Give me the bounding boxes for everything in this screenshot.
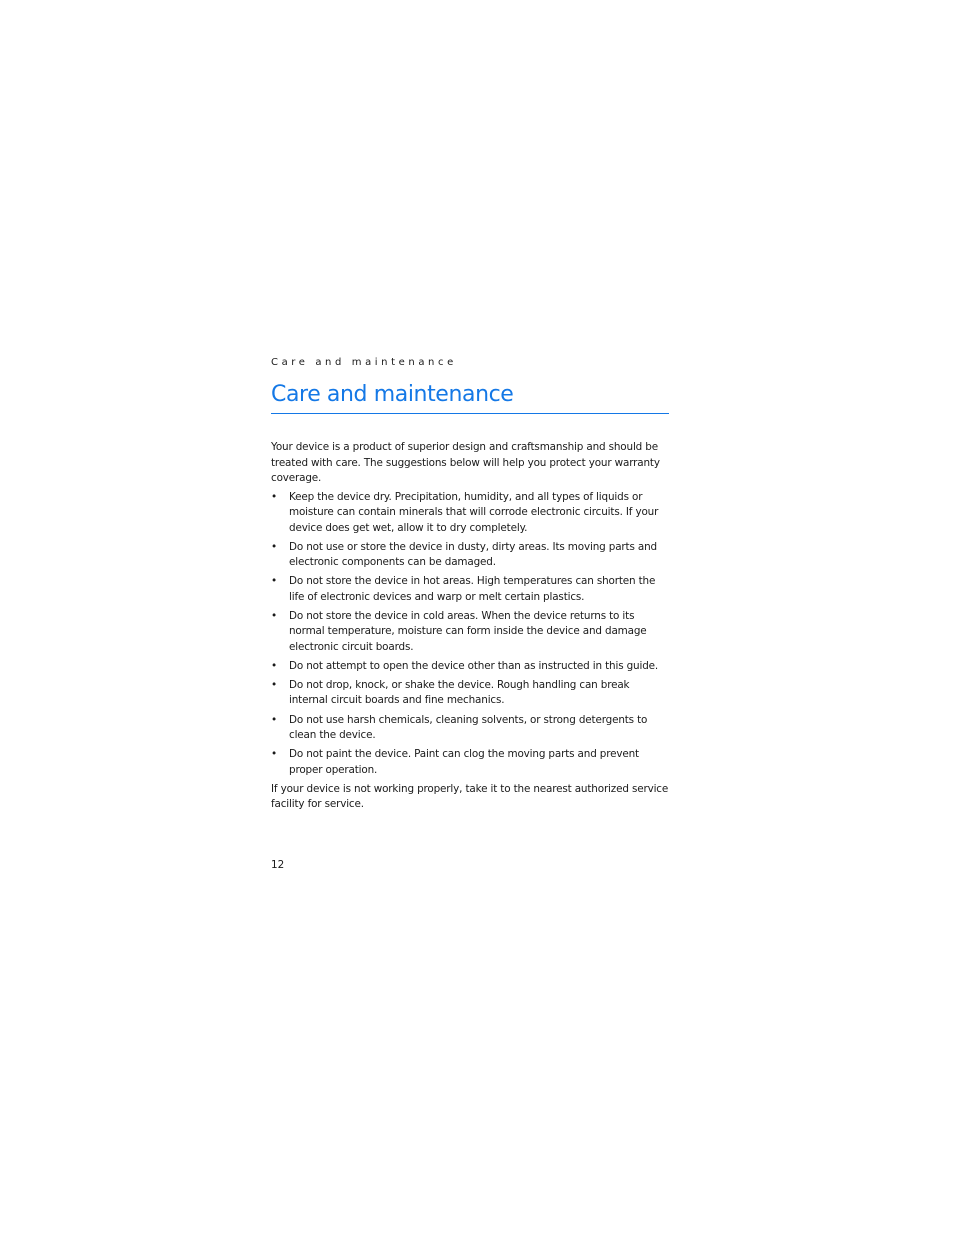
list-item-text: Do not paint the device. Paint can clog the moving parts and prevent proper operation. — [289, 748, 639, 776]
bullet-icon: • — [271, 678, 277, 691]
page-number: 12 — [271, 859, 285, 871]
list-item-text: Do not use or store the device in dusty, dirty areas. Its moving parts and electronic components can be damaged. — [289, 540, 657, 569]
list-item-text: Do not use harsh chemicals, cleaning solvents, or strong detergents to clean the device. — [289, 713, 648, 742]
list-item — [271, 747, 669, 778]
bullet-icon: • — [271, 748, 277, 761]
closing-paragraph: If your device is not working properly, take it to the nearest authorized service facility for service. — [271, 782, 669, 811]
list-item-text: Do not attempt to open the device other than as instructed in this guide. — [289, 659, 659, 672]
list-item — [271, 540, 669, 571]
list-item — [271, 678, 669, 709]
running-header: Care and maintenance — [271, 357, 457, 368]
list-item — [271, 609, 669, 656]
list-item-text: Keep the device dry. Precipitation, humidity, and all types of liquids or moisture can contain minerals that will corrode electronic circuits. If your device does get wet, allow it to dry completely. — [289, 490, 659, 534]
list-item — [271, 490, 669, 537]
list-item-text: Do not store the device in cold areas. When the device returns to its normal temperature, moisture can form inside the device and damage electronic circuit boards. — [289, 609, 647, 653]
chapter-title: Care and maintenance — [271, 380, 669, 414]
list-item-text: Do not store the device in hot areas. High temperatures can shorten the life of electronic devices and warp or melt certain plastics. — [289, 575, 656, 603]
care-tips-list — [271, 490, 669, 779]
bullet-icon: • — [271, 540, 277, 553]
intro-paragraph: Your device is a product of superior design and craftsmanship and should be treated with care. The suggestions below will help you protect your warranty coverage. — [271, 441, 660, 484]
list-item — [271, 659, 669, 675]
bullet-icon: • — [271, 659, 277, 672]
bullet-icon: • — [271, 490, 277, 503]
bullet-icon: • — [271, 575, 277, 588]
list-item — [271, 713, 669, 744]
bullet-icon: • — [271, 713, 277, 726]
page-content — [271, 356, 669, 813]
list-item — [271, 574, 669, 605]
list-item-text: Do not drop, knock, or shake the device. Rough handling can break internal circuit boards and fine mechanics. — [289, 678, 630, 707]
bullet-icon: • — [271, 609, 277, 622]
